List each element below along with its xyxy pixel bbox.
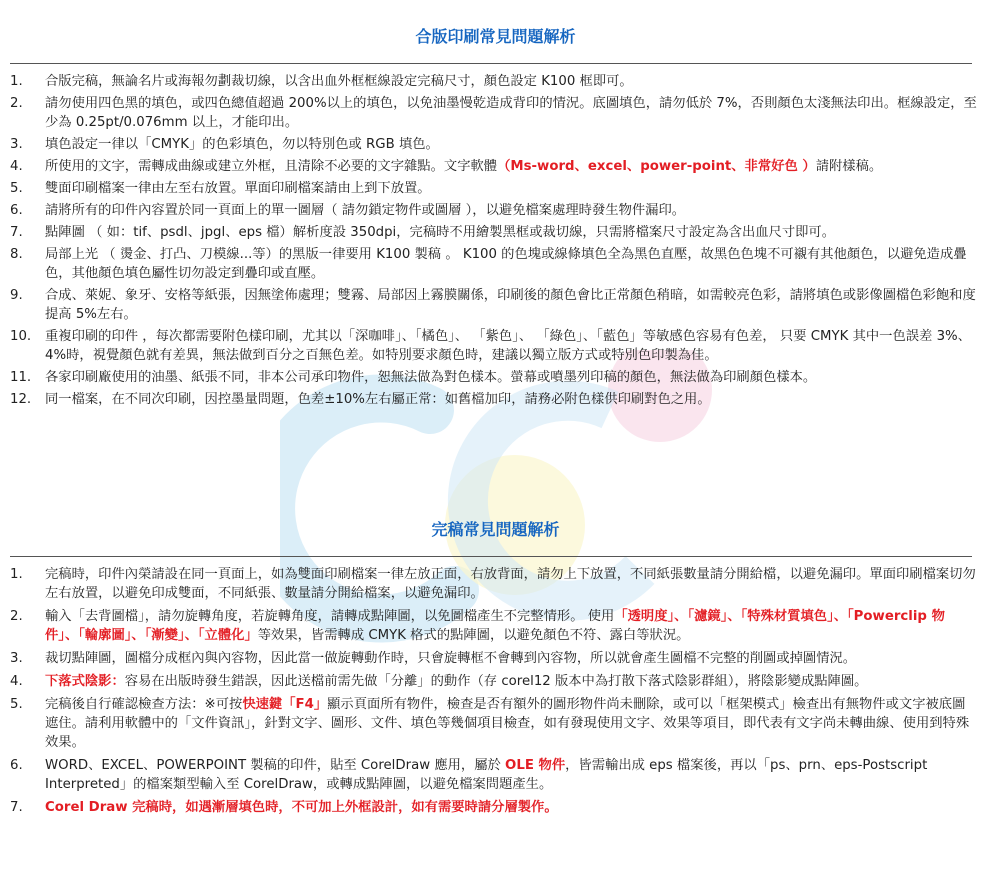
item-text: 等效果，皆需轉成 CMYK 格式的點陣圖，以避免顏色不符、露白等狀況。: [257, 628, 690, 643]
item-text: 合版完稿，無論名片或海報勿劃裁切線，以含出血外框框線設定完稿尺寸，顏色設定 K100 框即可。: [45, 74, 633, 89]
section2-title: 完稿常見問題解析: [431, 520, 560, 539]
list-item: [0, 756, 991, 794]
list-item: [0, 565, 991, 603]
item-number: 3.: [10, 651, 23, 666]
item-number: 7.: [10, 225, 23, 240]
item-text: 完稿後自行確認檢查方法：※可按: [45, 697, 243, 712]
list-item: [0, 672, 991, 691]
item-number: 6.: [10, 203, 23, 218]
list-item: [0, 245, 991, 283]
list-item: [0, 94, 991, 132]
item-number: 1.: [10, 567, 23, 582]
list-item: [0, 157, 991, 176]
item-number: 12.: [10, 392, 32, 407]
highlight-text: 快速鍵「F4」: [242, 697, 328, 712]
item-number: 10.: [10, 329, 32, 344]
list-item: [0, 695, 991, 752]
highlight-text: （Ms-word、excel、power-point、非常好色 ）: [497, 159, 816, 174]
highlight-text: Corel Draw 完稿時，如遇漸層填色時，不可加上外框設計，如有需要時請分層製作。: [45, 800, 558, 815]
section2-list: [0, 565, 991, 821]
item-number: 11.: [10, 370, 32, 385]
item-text: 各家印刷廠使用的油墨、紙張不同，非本公司承印物件，恕無法做為對色樣本。螢幕或噴墨列印稿的顏色，無法做為印刷顏色樣本。: [45, 370, 817, 385]
item-text: 所使用的文字，需轉成曲線或建立外框，且清除不必要的文字雜點。文字軟體: [45, 159, 498, 174]
item-text: WORD、EXCEL、POWERPOINT 製稿的印件，貼至 CorelDraw 應用，屬於: [45, 758, 506, 773]
item-text: 填色設定一律以「CMYK」的色彩填色，勿以特別色或 RGB 填色。: [45, 137, 439, 152]
highlight-text: 下落式陰影：: [45, 674, 125, 689]
item-number: 6.: [10, 758, 23, 773]
item-number: 9.: [10, 288, 23, 303]
item-text: 合成、萊妮、象牙、安格等紙張，因無塗佈處理；雙霧、局部因上霧膜關係，印刷後的顏色會比正常顏色稍暗，如需較亮色彩，請將填色或影像圖檔色彩飽和度提高 5%左右。: [45, 288, 976, 322]
item-text: 點陣圖 （ 如：tif、psdl、jpgl、eps 檔）解析度設 350dpi，完稿時不用繪製黑框或裁切線，只需將檔案尺寸設定為含出血尺寸即可。: [45, 225, 836, 240]
section1-list: [0, 72, 991, 412]
list-item: [0, 179, 991, 198]
list-item: [0, 201, 991, 220]
list-item: [0, 607, 991, 645]
list-item: [0, 72, 991, 91]
section1-divider: [10, 63, 972, 64]
item-text: 重複印刷的印件 ，每次都需要附色樣印刷，尤其以「深咖啡」、「橘色」、 「紫色」、 「綠色」、「藍色」等敏感色容易有色差， 只要 CMYK 其中一色誤差 3%、 4%時，視覺顏色就有差異，無法做到百分之百無色差。如特別要求顏色時，建議以獨立版方式或特別色印製為佳。: [45, 329, 971, 363]
list-item: [0, 390, 991, 409]
item-text: 裁切點陣圖，圖檔分成框內與內容物，因此當一做旋轉動作時，只會旋轉框不會轉到內容物，所以就會產生圖檔不完整的削圖或掉圖情況。: [45, 651, 857, 666]
item-number: 8.: [10, 247, 23, 262]
item-text: 雙面印刷檔案一律由左至右放置。單面印刷檔案請由上到下放置。: [45, 181, 431, 196]
list-item: [0, 223, 991, 242]
section2-divider: [10, 556, 972, 557]
item-text: 同一檔案，在不同次印刷，因控墨量問題，色差±10%左右屬正常：如舊檔加印，請務必附色樣供印刷對色之用。: [45, 392, 711, 407]
list-item: [0, 135, 991, 154]
item-number: 5.: [10, 181, 23, 196]
item-text: 局部上光 （ 燙金、打凸、刀模線...等）的黑版一律要用 K100 製稿 。 K100 的色塊或線條填色全為黑色直壓，故黑色色塊不可襯有其他顏色，以避免造成疊色，其他顏色填色屬性切勿設定到疊印或直壓。: [45, 247, 967, 281]
item-text: 請將所有的印件內容置於同一頁面上的單一圖層（ 請勿鎖定物件或圖層 ），以避免檔案處理時發生物件漏印。: [45, 203, 686, 218]
item-number: 5.: [10, 697, 23, 712]
item-number: 3.: [10, 137, 23, 152]
item-number: 4.: [10, 159, 23, 174]
highlight-text: 「透明度」、「濾鏡」、「特殊材質填色」、「Powerclip 物件」、「輪廓圖」、「漸變」、「立體化」: [45, 609, 945, 643]
item-number: 4.: [10, 674, 23, 689]
list-item: [0, 798, 991, 817]
item-text: 容易在出版時發生錯誤，因此送檔前需先做「分離」的動作（存 corel12 版本中為打散下落式陰影群組），將陰影變成點陣圖。: [124, 674, 868, 689]
section1-title: 合版印刷常見問題解析: [415, 27, 576, 46]
item-text: 輸入「去背圖檔」，請勿旋轉角度，若旋轉角度，請轉成點陣圖，以免圖檔產生不完整情形。 使用: [45, 609, 615, 624]
list-item: [0, 649, 991, 668]
item-text: 請勿使用四色黑的填色，或四色總值超過 200%以上的填色，以免油墨慢乾造成背印的情況。底圖填色，請勿低於 7%，否則顏色太淺無法印出。框線設定，至少為 0.25pt/0.076mm 以上，才能印出。: [45, 96, 977, 130]
item-text: 請附樣稿。: [815, 159, 883, 174]
item-text: 顯示頁面所有物件，檢查是否有額外的圖形物件尚未刪除，或可以「框架模式」檢查出有無物件或文字被底圖遮住。請利用軟體中的「文件資訊」，針對文字、圖形、文件、填色等幾個項目檢查，如有發現使用文字、效果等項目，即代表有文字尚未轉曲線、使用到特殊效果。: [45, 697, 970, 750]
item-number: 7.: [10, 800, 23, 815]
list-item: [0, 286, 991, 324]
item-number: 2.: [10, 609, 23, 624]
item-text: ，皆需輸出成 eps 檔案後，再以「ps、prn、eps-Postscript Interpreted」的檔案類型輸入至 CorelDraw，或轉成點陣圖，以避免檔案問題產生。: [45, 758, 928, 792]
list-item: [0, 368, 991, 387]
item-number: 1.: [10, 74, 23, 89]
item-text: 完稿時，印件內榮請設在同一頁面上，如為雙面印刷檔案一律左放正面，右放背面，請勿上下放置，不同紙張數量請分開給檔，以避免漏印。單面印刷檔案切勿左右放置，以避免印成雙面，不同紙張、數量請分開給檔案，以避免漏印。: [45, 567, 976, 601]
highlight-text: OLE 物件: [505, 758, 566, 773]
item-number: 2.: [10, 96, 23, 111]
list-item: [0, 327, 991, 365]
